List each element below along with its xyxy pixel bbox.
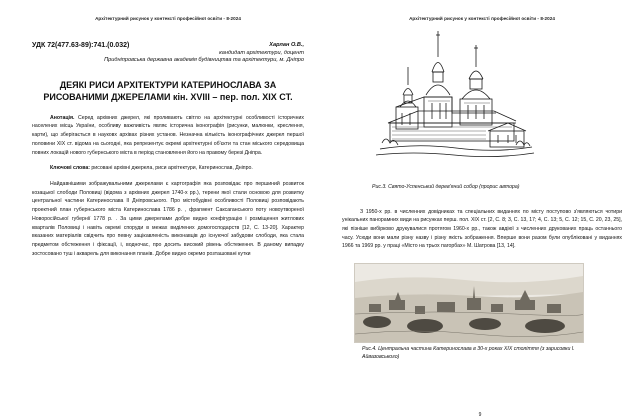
right-page — [320, 0, 640, 420]
running-head: Архітектурний рисунок у контексті професійної освіти - 8-2024 — [95, 16, 241, 21]
keywords-paragraph — [32, 164, 304, 173]
figure-3-caption: Рис.3. Свято-Успенський дерев'яний собор (прорис автора) — [372, 184, 520, 190]
body-paragraph: Найдавнішими зображувальними джерелами є картографія яка розповідає про першиний розвиток козацької слободи Половиці (відома з архівних джерел 1740-х рр.), терени якої стали основою для розвитку центральної частини Катеринослава II Дніпровського. Про містобудівні особливості Половиці розповідають проектний план губернського міста Катеринослава 1786 р. , фрагмент Саксаганського поту новоутвореної Новоросійської губернії 1778 р. . За цими джерелами добре видно конфігурацію і розміщення житлових кварталів Половиці і навіть окремі споруди в межах виділених домогосподарств [12, С. 13-20]. Характер вказаних матеріалів свідчить про певну зацікавленість виконавців до існуючої забудови слободи, яка стала предметом обстеження і фіксації, і, водночас, про досить високий рівень обстеження. В даному випадку зостосовано туш і акварель для виконання планів. Добре видно окремо розташовані кутки — [32, 181, 304, 257]
author-name: Харлан О.В., — [269, 42, 304, 48]
author-degree: кандидат архітектури, доцент — [219, 49, 304, 56]
running-head: Архітектурний рисунок у контексті професійної освіти - 8-2024 — [409, 16, 555, 21]
paper-title: ДЕЯКІ РИСИ АРХІТЕКТУРИ КАТЕРИНОСЛАВА ЗА РИСОВАНИМИ ДЖЕРЕЛАМИ кін. XVIII – пер. пол. XIX СТ. — [43, 79, 293, 103]
city-panorama-illustration — [355, 264, 583, 342]
figure-4-caption: Рис.4. Центральна частина Катеринослава в 30-х роках XIX століття (з зарисовки І. Айвазовського) — [362, 346, 575, 360]
church-sketch-illustration — [376, 27, 536, 182]
page-number: 9 — [478, 412, 482, 418]
annotation-text: Серед архівних джерел, які проливають світло на архітектурні особливості історичних населених місць України, особливу важливість являє історична іконографія (рисунки, малюнки, креслення, карти), що зберігається в науковх архівах різних установ. Незначна кількість іконографічних джерел першої половини XIX ст. відома на сьогодні, яка репрезентує окремі архітектурні об'єкти та стан міського середовища повних локацій нового губернського міста в період становлення його на правому березі Дніпра. — [32, 114, 304, 156]
udc-code: УДК 72(477.63-89):741.(0.032) — [32, 42, 130, 49]
annotation-label: Анотація. — [50, 114, 75, 121]
keywords-text: рисовані архівні джерела, риси архітектури, Катеринослав, Дніпро. — [91, 165, 253, 172]
annotation-paragraph — [32, 114, 304, 158]
figure-3-church-drawing — [376, 27, 536, 182]
author-affiliation: Придніпровська державна академія будівництва та архітектури, м. Дніпро — [104, 57, 304, 64]
body-paragraph: З 1950-х рр. в численних довідниках та спеціальних виданнях по місту поступово з'являються чотири унікальних панорамних види на рисунках перш. пол. XIX ст. [2, С. 8; 3, С. 13, 17; 4, С. 13; 5, С. 12; 15, С. 20, 23, 25], які пізніше вибірково друкувалися протягом 1960-х рр., також авдіюї з численних друкованих праць останнього часу. Усюди вони мали різну назву і різну якість зображення. Вперше вони разом були опубліковані у виданнях 1966 та 1969 рр. у праці «Місто на трьох пагорбах» М. Шатрова [13, 14]. — [342, 208, 622, 250]
keywords-label: Ключові слова: — [50, 165, 90, 172]
figure-4-panorama-image — [354, 263, 584, 343]
